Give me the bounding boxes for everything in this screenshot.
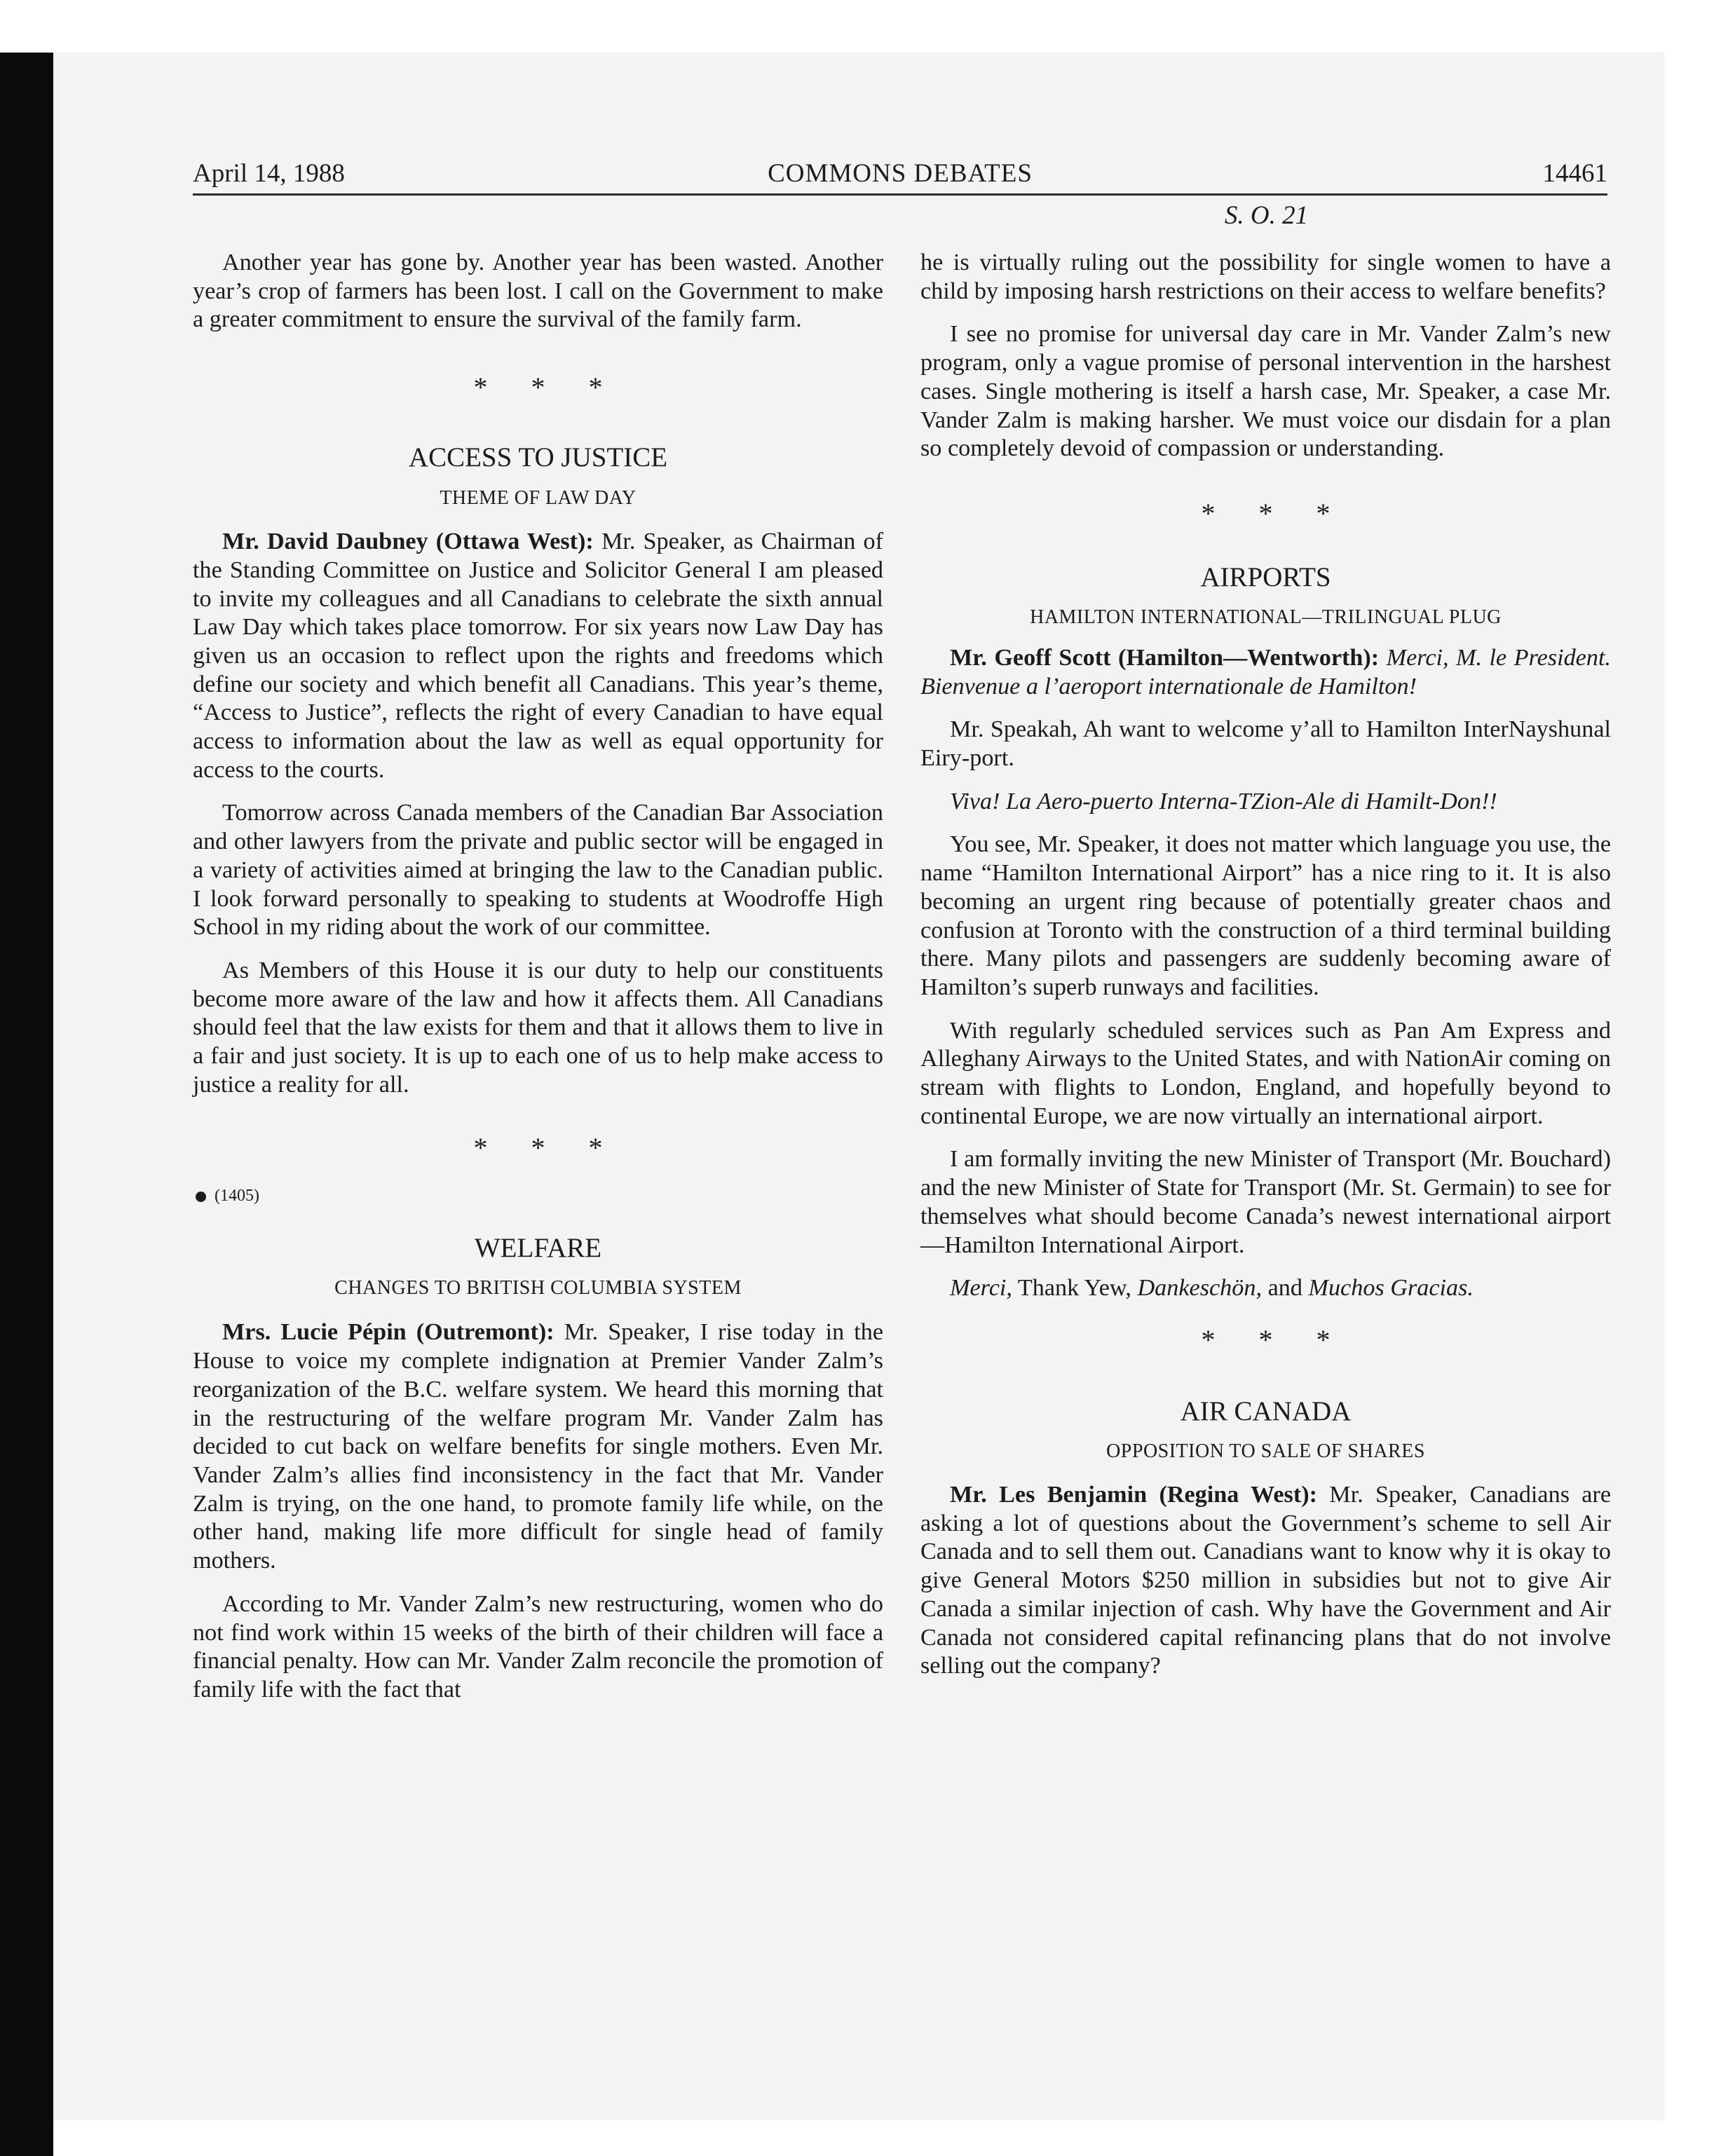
italic-text: Dankeschön, [1137,1275,1263,1302]
paragraph: Tomorrow across Canada members of the Canadian Bar Association and other lawyers from the private and public sector will be engaged in a variety of activities aimed at bringing the law to the Canadian public. I look forward personally to speaking to students at Woodroffe High School in my riding about the work of our committee. [193,800,883,941]
italic-text: Muchos Gracias. [1308,1275,1474,1302]
section-separator: * * * [1201,497,1349,529]
paragraph [920,788,1611,817]
speaker-name: Mr. David Daubney (Ottawa West): [222,528,594,555]
speech-paragraph [920,1481,1611,1681]
section-heading: AIR CANADA [1180,1396,1352,1426]
section-subheading: OPPOSITION TO SALE OF SHARES [1106,1440,1425,1462]
header-date: April 14, 1988 [193,159,345,188]
text-run: and [1262,1275,1309,1302]
speaker-name: Mr. Les Benjamin (Regina West): [950,1481,1317,1508]
section-label: S. O. 21 [1224,201,1309,230]
section-heading: AIRPORTS [1200,561,1331,592]
bullet-icon [196,1192,206,1202]
paragraph: Mr. Speakah, Ah want to welcome y’all to Hamilton InterNayshunal Eiry-port. [920,716,1611,772]
section-separator: * * * [1201,1323,1349,1356]
speech-paragraph [193,528,883,784]
paragraph [920,1274,1611,1303]
speech-text: Mr. Speaker, I rise today in the House to voice my complete indignation at Premier Vander Zalm’s reorganization of the B.C. welfare system. We heard this morning that in the restructuring of the welfare program Mr. Vander Zalm has decided to cut back on welfare benefits for single mothers. Even Mr. Vander Zalm’s allies find inconsistency in the fact that Mr. Vander Zalm is trying, on the one hand, to promote family life while, on the other hand, making life more difficult for single head of family mothers. [193,1319,884,1574]
scan-border [0,0,53,2156]
section-subheading: THEME OF LAW DAY [440,487,637,510]
scan-top-margin [0,0,1735,53]
section-heading: WELFARE [474,1233,602,1264]
speech-paragraph [193,1318,883,1575]
section-subheading: CHANGES TO BRITISH COLUMBIA SYSTEM [334,1277,742,1299]
paragraph: According to Mr. Vander Zalm’s new restructuring, women who do not find work within 15 weeks of the birth of their children will face a financial penalty. How can Mr. Vander Zalm reconcile the promotion of family life with the fact that [193,1590,883,1703]
speech-text: Mr. Speaker, Canadians are asking a lot of questions about the Government’s scheme to sell Air Canada and to sell them out. Canadians want to know why it is okay to give General Motors $250 million in subsidies but not to give Air Canada a similar injection of cash. Why have the Government and Air Canada not considered capital refinancing plans that do not involve selling out the company? [920,1481,1612,1679]
header-title: COMMONS DEBATES [768,159,1033,188]
paragraph: I am formally inviting the new Minister of Transport (Mr. Bouchard) and the new Minister of State for Transport (Mr. St. Germain) to see for themselves what should become Canada’s newest international airport—Hamilton International Airport. [920,1146,1611,1258]
speaker-name: Mr. Geoff Scott (Hamilton—Wentworth): [950,644,1380,671]
page-header [193,158,1607,196]
speaker-name: Mrs. Lucie Pépin (Outremont): [222,1319,554,1346]
right-column [920,249,1611,1681]
section-separator: * * * [473,1132,621,1164]
speech-text: Mr. Speaker, as Chairman of the Standing Committee on Justice and Solicitor General I am pleased to invite my colleagues and all Canadians to celebrate the sixth annual Law Day which takes place tomorrow. For six years now Law Day has given us an occasion to reflect upon the rights and freedoms which define our society and which benefit all Canadians. This year’s theme, “Access to Justice”, reflects the right of every Canadian to have equal access to information about the law as well as equal opportunity for access to the courts. [193,528,883,783]
speech-text: Merci, M. le President. Bienvenue a l’aeroport internationale de Hamilton! [920,644,1611,700]
text-run: Thank Yew, [1012,1275,1138,1302]
time-marker-text: (1405) [215,1187,259,1206]
left-column [193,249,883,1705]
paragraph: With regularly scheduled services such as Pan Am Express and Alleghany Airways to the United States, and with NationAir coming on stream with flights to London, England, and hopefully beyond to continental Europe, we are now virtually an international airport. [920,1017,1611,1129]
paragraph: As Members of this House it is our duty to help our constituents become more aware of the law and how it affects them. All Canadians should feel that the law exists for them and that it allows them to live in a fair and just society. It is up to each one of us to help make access to justice a reality for all. [193,957,883,1098]
paragraph: I see no promise for universal day care in Mr. Vander Zalm’s new program, only a vague promise of personal intervention in the harshest cases. Single mothering is itself a harsh case, Mr. Speaker, a case Mr. Vander Zalm is making harsher. We must voice our disdain for a plan so completely devoid of compassion or understanding. [920,321,1611,462]
speech-paragraph [920,644,1611,701]
section-subheading: HAMILTON INTERNATIONAL—TRILINGUAL PLUG [1030,606,1502,628]
section-separator: * * * [473,371,621,404]
header-page-number: 14461 [1542,159,1607,188]
italic-text: Viva! La Aero-puerto Interna-TZion-Ale di Hamilt-Don!! [950,788,1497,814]
section-heading: ACCESS TO JUSTICE [408,442,668,473]
paragraph: he is virtually ruling out the possibility for single women to have a child by imposing harsh restrictions on their access to welfare benefits? [920,250,1611,304]
italic-text: Merci, [950,1275,1012,1302]
paragraph: Another year has gone by. Another year has been wasted. Another year’s crop of farmers has been lost. I call on the Government to make a greater commitment to ensure the survival of the family farm. [193,250,883,333]
paragraph: You see, Mr. Speaker, it does not matter which language you use, the name “Hamilton International Airport” has a nice ring to it. It is also becoming an urgent ring because of potentially greater chaos and confusion at Toronto with the construction of a third terminal building there. Many pilots and passengers are suddenly becoming aware of Hamilton’s superb runways and facilities. [920,831,1611,1000]
time-marker [193,1182,883,1210]
